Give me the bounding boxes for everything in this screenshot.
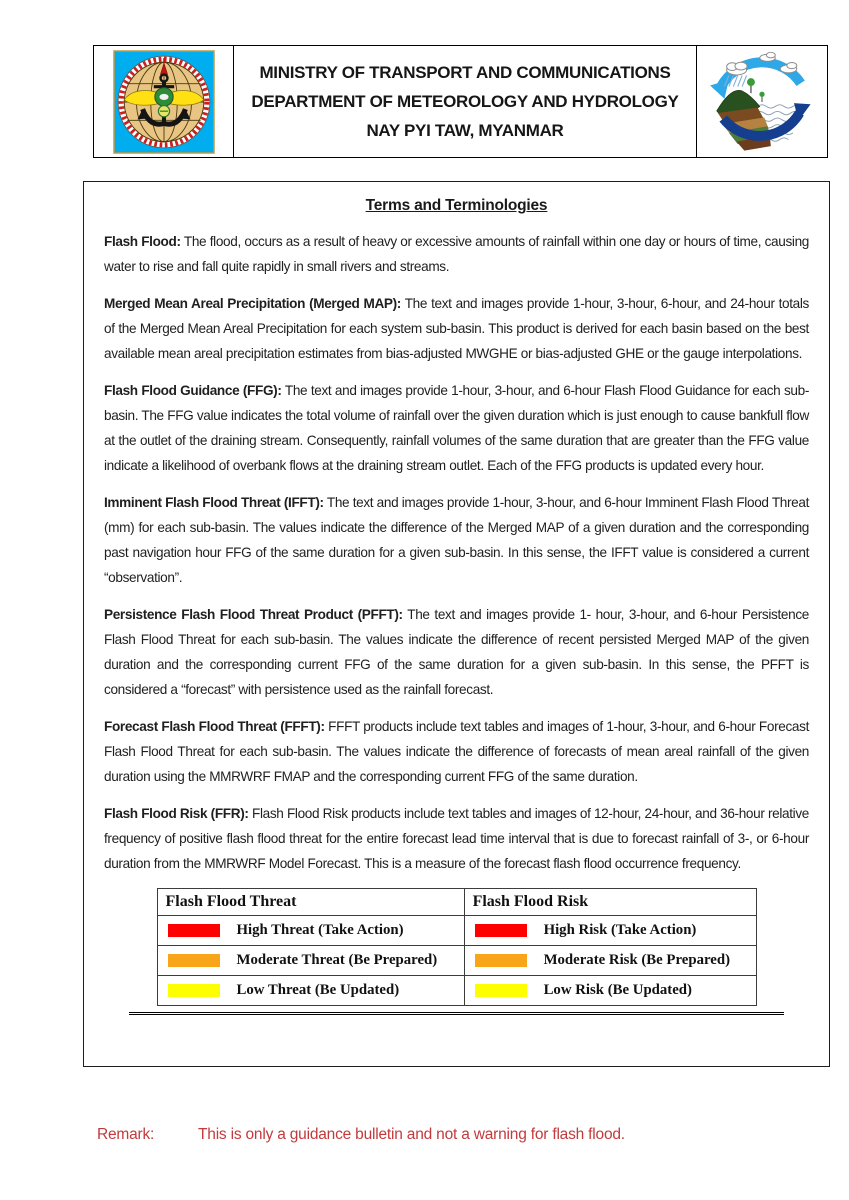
- paragraph-ffft: [104, 714, 809, 789]
- term-ffg: Flash Flood Guidance (FFG):: [104, 383, 282, 398]
- moderate-risk-color-swatch: [475, 954, 527, 967]
- paragraph-ffr: [104, 801, 809, 876]
- paragraph-ffg: [104, 378, 809, 478]
- legend-row-high: [157, 916, 756, 946]
- term-ifft: Imminent Flash Flood Threat (IFFT):: [104, 495, 324, 510]
- term-ffr: Flash Flood Risk (FFR):: [104, 806, 249, 821]
- term-pfft: Persistence Flash Flood Threat Product (PFFT):: [104, 607, 403, 622]
- section-title: Terms and Terminologies: [365, 197, 548, 214]
- high-risk-color-swatch: [475, 924, 527, 937]
- legend-header-row: [157, 889, 756, 916]
- location-name: NAY PYI TAW, MYANMAR: [366, 121, 564, 140]
- legend-row-moderate: [157, 946, 756, 976]
- low-risk-label: Low Risk (Be Updated): [543, 982, 692, 998]
- moderate-threat-color-swatch: [168, 954, 220, 967]
- paragraph-ifft: [104, 490, 809, 590]
- column-header-threat: Flash Flood Threat: [157, 889, 464, 916]
- terms-section: [83, 181, 830, 1067]
- dmh-water-cycle-icon: [706, 49, 818, 155]
- definition-ffg: The text and images provide 1-hour, 3-hour, and 6-hour Flash Flood Guidance for each sub-basin. The FFG value indicates the total volume of rainfall over the given duration which is just enough to cause bankfull flow at the outlet of the draining stream. Consequently, rainfall volumes of the same duration that are greater than the FFG value indicate a likelihood of overbank flows at the draining stream outlet. Each of the FFG products is updated every hour.: [104, 383, 809, 473]
- table-bottom-rule: [129, 1012, 784, 1015]
- low-threat-label: Low Threat (Be Updated): [236, 982, 400, 998]
- paragraph-pfft: [104, 602, 809, 702]
- definition-ifft: The text and images provide 1-hour, 3-hour, and 6-hour Imminent Flash Flood Threat (mm) for each sub-basin. The values indicate the difference of the Merged MAP of a given duration and the corresponding past navigation hour FFG of the same duration for a given sub-basin. In this sense, the IFFT value is considered a current “observation”.: [104, 495, 810, 585]
- definition-pfft: The text and images provide 1- hour, 3-hour, and 6-hour Persistence Flash Flood Threat for each sub-basin. The values indicate the difference of recent persisted Merged MAP of the given duration and the corresponding current FFG of the same duration for a given sub-basin. In this sense, the PFFT is considered a “forecast” with persistence used as the rainfall forecast.: [104, 607, 809, 697]
- low-risk-color-swatch: [475, 984, 527, 997]
- legend-row-low: [157, 976, 756, 1006]
- high-threat-color-swatch: [168, 924, 220, 937]
- definition-ffr: Flash Flood Risk products include text tables and images of 12-hour, 24-hour, and 36-hour relative frequency of positive flash flood threat for the entire forecast lead time interval that is due to forecast rainfall of 3-, or 6-hour duration from the MMRWRF Model Forecast. This is a measure of the forecast flash flood occurrence frequency.: [104, 806, 809, 871]
- paragraph-flash-flood: [104, 229, 809, 279]
- term-merged-map: Merged Mean Areal Precipitation (Merged MAP):: [104, 296, 401, 311]
- moderate-threat-label: Moderate Threat (Be Prepared): [236, 952, 438, 968]
- high-risk-label: High Risk (Take Action): [543, 922, 697, 938]
- remark-text: This is only a guidance bulletin and not a warning for flash flood.: [198, 1126, 625, 1143]
- definition-merged-map: The text and images provide 1-hour, 3-hour, 6-hour, and 24-hour totals of the Merged Mean Areal Precipitation for each system sub-basin. This product is derived for each basin based on the best available mean areal precipitation estimates from bias-adjusted MWGHE or bias-adjusted GHE or the gauge interpolations.: [104, 296, 809, 361]
- remark-label: Remark:: [97, 1126, 155, 1143]
- ministry-seal-icon: [113, 50, 215, 154]
- term-flash-flood: Flash Flood:: [104, 234, 181, 249]
- definition-flash-flood: The flood, occurs as a result of heavy or excessive amounts of rainfall within one day or hours of time, causing water to rise and fall quite rapidly in small rivers and streams.: [104, 234, 809, 274]
- moderate-risk-label: Moderate Risk (Be Prepared): [543, 952, 730, 968]
- ministry-name: MINISTRY OF TRANSPORT AND COMMUNICATIONS: [259, 63, 671, 82]
- letterhead-text: [234, 46, 697, 157]
- high-threat-label: High Threat (Take Action): [236, 922, 404, 938]
- paragraph-merged-map: [104, 291, 809, 366]
- term-ffft: Forecast Flash Flood Threat (FFFT):: [104, 719, 325, 734]
- low-threat-color-swatch: [168, 984, 220, 997]
- legend-table: [157, 888, 757, 1006]
- letterhead: [93, 45, 828, 158]
- department-name: DEPARTMENT OF METEOROLOGY AND HYDROLOGY: [251, 92, 679, 111]
- remark: [97, 1126, 797, 1144]
- definition-ffft: FFFT products include text tables and images of 1-hour, 3-hour, and 6-hour Forecast Flash Flood Threat for each sub-basin. The values indicate the difference of forecasts of mean areal rainfall of the given duration using the MMRWRF FMAP and the corresponding current FFG of the same duration.: [104, 719, 810, 784]
- ministry-seal-cell: [94, 46, 234, 157]
- dmh-logo-cell: [697, 46, 827, 157]
- column-header-risk: Flash Flood Risk: [464, 889, 756, 916]
